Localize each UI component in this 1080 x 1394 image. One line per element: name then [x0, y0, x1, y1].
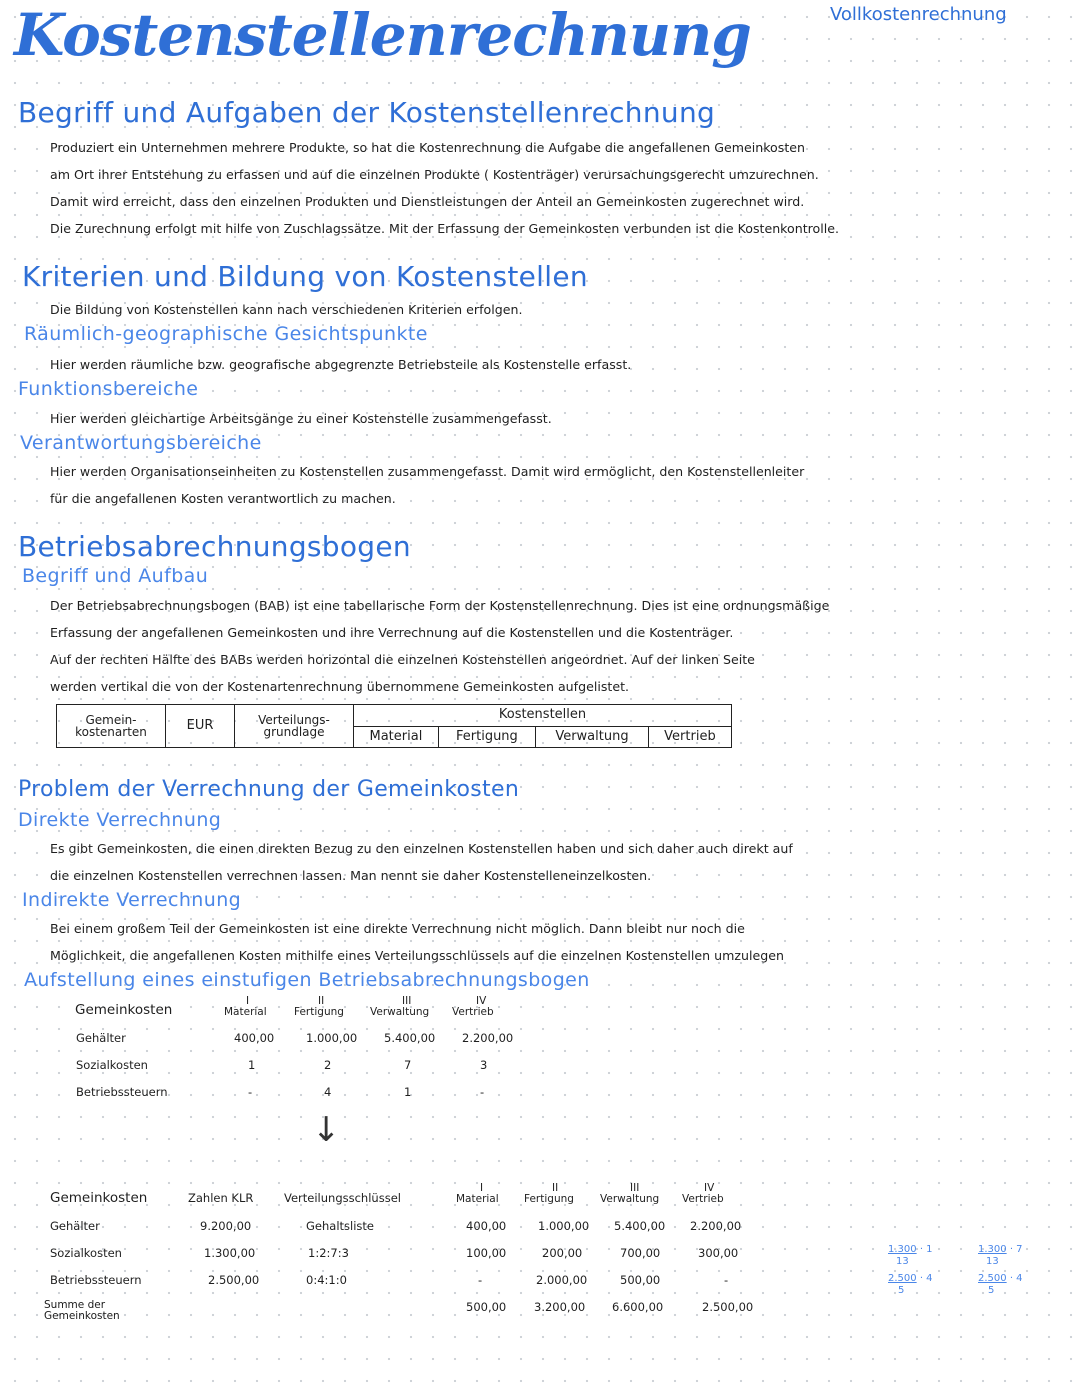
table2-zahlen: 2.500,00	[208, 1273, 260, 1287]
page-title: Kostenstellenrechnung	[14, 1, 751, 69]
corner-label: Vollkostenrechnung	[830, 4, 1007, 25]
table1-cell: 1.000,00	[306, 1031, 358, 1045]
bab-stelle: Vertrieb	[648, 726, 731, 748]
section2-sub2-text: Hier werden gleichartige Arbeitsgänge zu einer Kostenstelle zusammengefasst.	[50, 411, 552, 426]
calc-num: 2.500	[978, 1273, 1007, 1284]
table1-cell: 4	[324, 1085, 332, 1099]
table1-roman: IV	[476, 995, 487, 1007]
table2-roman: II	[552, 1182, 559, 1194]
table2-cell: 400,00	[466, 1219, 507, 1233]
table2-col: Fertigung	[524, 1193, 574, 1205]
section1-line: Damit wird erreicht, dass den einzelnen Produkten und Dienstleistungen der Anteil an Gemeinkosten zugerechnet wird.	[50, 194, 805, 209]
bab-stelle: Material	[354, 726, 439, 748]
bab-col-kostenstellen: Kostenstellen	[354, 705, 732, 727]
calc-mul: · 4	[919, 1273, 933, 1284]
section1-line: Die Zurechnung erfolgt mit hilfe von Zuschlagssätze. Mit der Erfassung der Gemeinkosten verbunden ist die Kostenkontrolle.	[50, 221, 840, 236]
bab-col-eur: EUR	[166, 705, 235, 748]
table2-zahlen: 1.300,00	[204, 1246, 256, 1260]
table1-cell: 400,00	[234, 1031, 275, 1045]
table2-sum-label-line: Summe der	[44, 1299, 106, 1311]
section1-heading: Begriff und Aufgaben der Kostenstellenrechnung	[18, 96, 716, 129]
table1-roman: III	[402, 995, 412, 1007]
table2-cell: 300,00	[698, 1246, 739, 1260]
table1-col: Verwaltung	[370, 1006, 430, 1018]
section4-sub2-body	[50, 915, 784, 969]
table1-roman: II	[318, 995, 325, 1007]
table2-cell: -	[724, 1273, 729, 1287]
bab-structure-table	[56, 704, 732, 748]
section1-line: am Ort ihrer Entstehung zu erfassen und auf die einzelnen Produkte ( Kostenträger) verursachungsgerecht umzurechnen.	[50, 167, 819, 182]
calc-num: 2.500	[888, 1273, 917, 1284]
calc-den: 5	[988, 1285, 995, 1296]
table2-row-label: Sozialkosten	[50, 1246, 122, 1260]
table2-row-label: Gehälter	[50, 1219, 100, 1233]
calc-mul: · 4	[1009, 1273, 1023, 1284]
table2-col-schluessel: Verteilungsschlüssel	[284, 1191, 401, 1205]
section1-body	[50, 134, 839, 242]
section4-sub1-body	[50, 835, 793, 889]
calc-den: 13	[896, 1256, 909, 1267]
table2-sum: 2.500,00	[702, 1300, 754, 1314]
table2-cell: 5.400,00	[614, 1219, 666, 1233]
table2-cell: 1.000,00	[538, 1219, 590, 1233]
section4-sub2-line: Bei einem großem Teil der Gemeinkosten ist eine direkte Verrechnung nicht möglich. Dann bleibt nur noch die	[50, 921, 745, 936]
table1-cell: 3	[480, 1058, 488, 1072]
section3-line: Der Betriebsabrechnungsbogen (BAB) ist eine tabellarische Form der Kostenstellenrechnung. Dies ist eine ordnungsmäßige	[50, 598, 830, 613]
calc-note	[978, 1273, 1023, 1297]
table1-cell: -	[480, 1085, 485, 1099]
table2-cell: 2.200,00	[690, 1219, 742, 1233]
table2-roman: III	[630, 1182, 640, 1194]
table2-sum-label	[44, 1300, 120, 1322]
section4-sub2: Indirekte Verrechnung	[22, 889, 242, 911]
table2-cell: 700,00	[620, 1246, 661, 1260]
table1-row-label: Betriebssteuern	[76, 1085, 168, 1099]
calc-num: 1.300	[978, 1244, 1007, 1255]
section4-sub1: Direkte Verrechnung	[18, 809, 222, 831]
section2-sub2: Funktionsbereiche	[18, 378, 199, 400]
table2-cell: -	[478, 1273, 483, 1287]
section3-line: werden vertikal die von der Kostenartenrechnung übernommene Gemeinkosten aufgelistet.	[50, 679, 630, 694]
table2-col: Verwaltung	[600, 1193, 660, 1205]
section4-sub2-line: Möglichkeit, die angefallenen Kosten mithilfe eines Verteilungsschlüssels auf die einzelnen Kostenstellen umzulegen	[50, 948, 784, 963]
section1-line: Produziert ein Unternehmen mehrere Produkte, so hat die Kostenrechnung die Aufgabe die angefallenen Gemeinkosten	[50, 140, 805, 155]
table1-cell: 2.200,00	[462, 1031, 514, 1045]
table1-cell: 5.400,00	[384, 1031, 436, 1045]
section3-heading: Betriebsabrechnungsbogen	[18, 530, 411, 563]
section4-heading: Problem der Verrechnung der Gemeinkosten	[18, 777, 520, 802]
table2-zahlen: 9.200,00	[200, 1219, 252, 1233]
table1-cell: 7	[404, 1058, 412, 1072]
section3-line: Auf der rechten Hälfte des BABs werden horizontal die einzelnen Kostenstellen angeordnet. Auf der linken Seite	[50, 652, 755, 667]
table1-cell: 1	[404, 1085, 412, 1099]
table1-header: Gemeinkosten	[75, 1002, 173, 1018]
section3-body	[50, 592, 829, 700]
calc-num: 1.300	[888, 1244, 917, 1255]
table2-cell: 100,00	[466, 1246, 507, 1260]
table2-schluessel: 0:4:1:0	[306, 1273, 347, 1287]
section2-sub1-text: Hier werden räumliche bzw. geografische abgegrenzte Betriebsteile als Kostenstelle erfasst.	[50, 357, 632, 372]
section4-sub1-line: Es gibt Gemeinkosten, die einen direkten Bezug zu den einzelnen Kostenstellen haben und sich daher auch direkt auf	[50, 841, 793, 856]
section2-sub3-line: für die angefallenen Kosten verantwortlich zu machen.	[50, 491, 396, 506]
table2-sum: 3.200,00	[534, 1300, 586, 1314]
table1-col: Material	[224, 1006, 267, 1018]
bab-stelle: Fertigung	[438, 726, 535, 748]
section3-sub: Begriff und Aufbau	[22, 565, 209, 587]
table2-cell: 500,00	[620, 1273, 661, 1287]
section2-sub3-line: Hier werden Organisationseinheiten zu Kostenstellen zusammengefasst. Damit wird ermöglicht, den Kostenstellenleiter	[50, 464, 805, 479]
table2-sum-label-line: Gemeinkosten	[44, 1310, 120, 1322]
down-arrow-icon: ↓	[312, 1110, 341, 1150]
table2-sum: 6.600,00	[612, 1300, 664, 1314]
table2-col-zahlen: Zahlen KLR	[188, 1191, 254, 1205]
table2-sum: 500,00	[466, 1300, 507, 1314]
table1-col: Vertrieb	[452, 1006, 494, 1018]
calc-den: 13	[986, 1256, 999, 1267]
section2-sub3-body	[50, 458, 804, 512]
table2-schluessel: 1:2:7:3	[308, 1246, 349, 1260]
table2-cell: 2.000,00	[536, 1273, 588, 1287]
section4-sub3: Aufstellung eines einstufigen Betriebsabrechnungsbogen	[24, 969, 590, 991]
table1-roman: I	[246, 995, 250, 1007]
calc-mul: · 1	[919, 1244, 933, 1255]
bab-stelle: Verwaltung	[536, 726, 649, 748]
calc-note	[888, 1244, 933, 1268]
calc-note	[888, 1273, 933, 1297]
table1-cell: -	[248, 1085, 253, 1099]
table2-col: Material	[456, 1193, 499, 1205]
table2-roman: IV	[704, 1182, 715, 1194]
section2-sub1: Räumlich-geographische Gesichtspunkte	[24, 323, 428, 345]
section2-sub3: Verantwortungsbereiche	[20, 432, 262, 454]
table1-row-label: Gehälter	[76, 1031, 126, 1045]
table2-cell: 200,00	[542, 1246, 583, 1260]
table2-schluessel: Gehaltsliste	[306, 1219, 374, 1233]
section2-heading: Kriterien und Bildung von Kostenstellen	[22, 260, 588, 293]
table1-cell: 1	[248, 1058, 256, 1072]
section2-intro: Die Bildung von Kostenstellen kann nach verschiedenen Kriterien erfolgen.	[50, 302, 523, 317]
table2-header: Gemeinkosten	[50, 1190, 148, 1206]
table2-row-label: Betriebssteuern	[50, 1273, 142, 1287]
table2-col: Vertrieb	[682, 1193, 724, 1205]
table2-roman: I	[480, 1182, 484, 1194]
bab-col-gemeinkostenarten: Gemein-kostenarten	[57, 705, 166, 748]
table1-cell: 2	[324, 1058, 332, 1072]
table1-col: Fertigung	[294, 1006, 344, 1018]
table1-row-label: Sozialkosten	[76, 1058, 148, 1072]
bab-col-verteilungsgrundlage: Verteilungs-grundlage	[235, 705, 354, 748]
calc-mul: · 7	[1009, 1244, 1023, 1255]
section3-line: Erfassung der angefallenen Gemeinkosten und ihre Verrechnung auf die Kostenstellen und die Kostenträger.	[50, 625, 734, 640]
calc-den: 5	[898, 1285, 905, 1296]
section4-sub1-line: die einzelnen Kostenstellen verrechnen lassen. Man nennt sie daher Kostenstelleneinzelkosten.	[50, 868, 652, 883]
calc-note	[978, 1244, 1023, 1268]
